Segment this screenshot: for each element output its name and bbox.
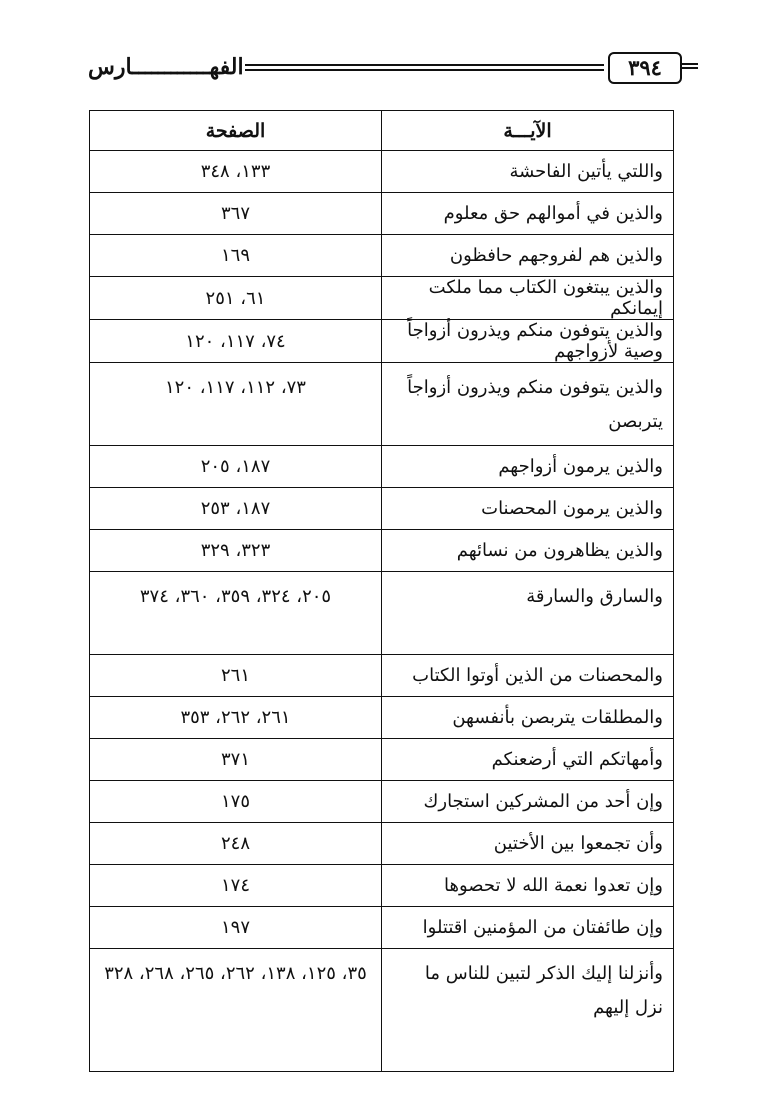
page-cell: ١٩٧ — [90, 907, 382, 949]
table-row — [90, 697, 674, 739]
table-row — [90, 949, 674, 1072]
table-row — [90, 655, 674, 697]
table-header-row — [90, 111, 674, 151]
section-title: الفهــــــــــــارس — [88, 54, 244, 80]
page-cell: ٧٣، ١١٢، ١١٧، ١٢٠ — [90, 363, 382, 446]
verse-cell: والذين يتوفون منكم ويذرون أزواجاً وصية لأزواجهم — [382, 320, 674, 363]
verse-cell: والذين هم لفروجهم حافظون — [382, 235, 674, 277]
table-row — [90, 193, 674, 235]
table-row — [90, 907, 674, 949]
verse-cell: والذين يرمون المحصنات — [382, 488, 674, 530]
table-row — [90, 151, 674, 193]
page-cell: ١٧٥ — [90, 781, 382, 823]
table-row — [90, 363, 674, 446]
page-cell: ٣٦٧ — [90, 193, 382, 235]
page-cell: ٧٤، ١١٧، ١٢٠ — [90, 320, 382, 363]
page-cell: ٢٤٨ — [90, 823, 382, 865]
page-cell: ١٣٣، ٣٤٨ — [90, 151, 382, 193]
table-row — [90, 865, 674, 907]
table-row — [90, 781, 674, 823]
page-cell: ١٧٤ — [90, 865, 382, 907]
verse-cell: وإن أحد من المشركين استجارك — [382, 781, 674, 823]
table-row — [90, 446, 674, 488]
page-cell: ٣٢٣، ٣٢٩ — [90, 530, 382, 572]
page-number-ornament — [682, 63, 698, 69]
page-cell: ٣٧١ — [90, 739, 382, 781]
page-cell: ١٦٩ — [90, 235, 382, 277]
page-header — [60, 50, 700, 90]
table-row — [90, 823, 674, 865]
table-row — [90, 235, 674, 277]
verse-cell: والذين يظاهرون من نسائهم — [382, 530, 674, 572]
verse-cell: واللتي يأتين الفاحشة — [382, 151, 674, 193]
verse-cell: والذين يرمون أزواجهم — [382, 446, 674, 488]
verse-cell: والذين يبتغون الكتاب مما ملكت إيمانكم — [382, 277, 674, 320]
column-header-verse: الآيـــة — [382, 111, 674, 151]
page-cell: ١٨٧، ٢٠٥ — [90, 446, 382, 488]
verse-cell: والمطلقات يتربصن بأنفسهن — [382, 697, 674, 739]
page-cell: ٢٦١، ٢٦٢، ٣٥٣ — [90, 697, 382, 739]
verse-index-table — [89, 110, 674, 1072]
page-cell: ٣٥، ١٢٥، ١٣٨، ٢٦٢، ٢٦٥، ٢٦٨، ٣٢٨ — [90, 949, 382, 1072]
header-rule — [245, 64, 604, 71]
verse-cell: والذين في أموالهم حق معلوم — [382, 193, 674, 235]
table-row — [90, 320, 674, 363]
column-header-page: الصفحة — [90, 111, 382, 151]
page-number: ٣٩٤ — [608, 52, 682, 84]
table-row — [90, 572, 674, 655]
table-row — [90, 277, 674, 320]
table-row — [90, 739, 674, 781]
table-row — [90, 530, 674, 572]
page-cell: ٦١، ٢٥١ — [90, 277, 382, 320]
table-row — [90, 488, 674, 530]
page-cell: ٢٦١ — [90, 655, 382, 697]
verse-cell: وإن طائفتان من المؤمنين اقتتلوا — [382, 907, 674, 949]
verse-cell: والذين يتوفون منكم ويذرون أزواجاً يتربصن — [382, 363, 674, 446]
page-cell: ٢٠٥، ٣٢٤، ٣٥٩، ٣٦٠، ٣٧٤ — [90, 572, 382, 655]
verse-cell: والمحصنات من الذين أوتوا الكتاب — [382, 655, 674, 697]
verse-cell: وأمهاتكم التي أرضعنكم — [382, 739, 674, 781]
verse-cell: والسارق والسارقة — [382, 572, 674, 655]
verse-cell: وأنزلنا إليك الذكر لتبين للناس ما نزل إليهم — [382, 949, 674, 1072]
verse-cell: وأن تجمعوا بين الأختين — [382, 823, 674, 865]
page-cell: ١٨٧، ٢٥٣ — [90, 488, 382, 530]
verse-cell: وإن تعدوا نعمة الله لا تحصوها — [382, 865, 674, 907]
